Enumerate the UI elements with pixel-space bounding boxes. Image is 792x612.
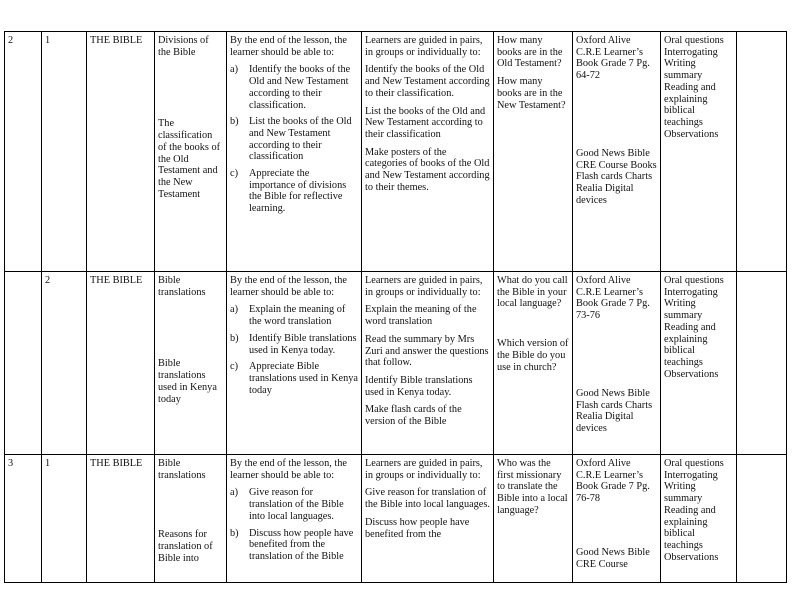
resources-cell [573,32,661,272]
learning-experience: Identify Bible translations used in Kenya today. [365,374,473,398]
learning-experience: Discuss how people have benefited from the [365,516,470,540]
lesson: 2 [45,275,51,286]
sub-strand-topic: The classification of the books of the Old Testament and the New Testament [158,118,221,200]
assessment: Oral questions Interrogating Writing summary Reading and explaining biblical teachings Observations [664,35,724,140]
outcome-text: Discuss how people have benefited from the translation of the Bible [249,527,354,562]
outcome-marker: b) [230,116,239,128]
outcome-item [230,528,358,563]
lesson-cell [42,32,87,272]
learning-experience: Make flash cards of the version of the Bible [365,404,462,428]
week-cell [5,455,42,583]
inquiry-question: Who was the first missionary to translate the Bible into a local language? [497,458,568,516]
inquiry-questions-cell [494,32,573,272]
learning-experience: Identify the books of the Old and New Testament according to their classification. [365,64,490,99]
resources-primary: Oxford Alive C.R.E Learner’s Book Grade 7 Pg. 64-72 [576,35,650,82]
sub-strand-title: Bible translations [158,275,206,298]
sub-strand-topic: Reasons for translation of Bible into [158,529,213,564]
outcome-item [230,333,358,356]
resources-cell [573,272,661,455]
inquiry-question: How many books are in the Old Testament? [497,35,563,70]
outcome-marker: a) [230,487,238,499]
outcome-item [230,487,358,522]
experiences-cell [362,455,494,583]
outcome-text: Explain the meaning of the word translation [249,304,346,328]
resources-secondary: Good News Bible CRE Course Books Flash cards Charts Realia Digital devices [576,147,657,206]
learning-experience: Learners are guided in pairs, in groups or individually to: [365,275,483,298]
sub-strand-cell [155,32,227,272]
week-cell [5,32,42,272]
week-cell [5,272,42,455]
outcome-marker: a) [230,64,238,76]
strand: THE BIBLE [90,35,143,46]
assessment-cell [661,272,737,455]
learning-experience: Make posters of the categories of books of the Old and New Testament according to their themes. [365,146,490,193]
table-row [5,272,787,455]
learning-experience: Learners are guided in pairs, in groups or individually to: [365,458,483,481]
outcome-text: Give reason for translation of the Bible into local languages. [249,487,344,522]
strand: THE BIBLE [90,458,143,469]
strand-cell [87,272,155,455]
resources-cell [573,455,661,583]
outcome-item [230,64,358,111]
week: 2 [8,35,14,46]
remarks-cell [737,32,787,272]
outcome-item [230,168,358,215]
inquiry-question: How many books are in the New Testament? [497,76,566,111]
sub-strand-cell [155,272,227,455]
outcomes-intro: By the end of the lesson, the learner should be able to: [230,35,347,58]
strand: THE BIBLE [90,275,143,286]
inquiry-question: Which version of the Bible do you use in church? [497,338,569,373]
learning-experience: Explain the meaning of the word translation [365,304,477,328]
outcome-marker: b) [230,332,239,344]
sub-strand-title: Bible translations [158,458,206,481]
outcome-text: Appreciate Bible translations used in Kenya today [249,361,358,396]
outcomes-cell [227,32,362,272]
outcome-text: Appreciate the importance of divisions the Bible for reflective learning. [249,168,347,215]
outcome-item [230,304,358,327]
experiences-cell [362,32,494,272]
outcome-text: List the books of the Old and New Testament according to their classification [249,116,352,163]
inquiry-question: What do you call the Bible in your local language? [497,275,568,310]
outcomes-cell [227,455,362,583]
outcome-marker: a) [230,304,238,316]
lesson-cell [42,455,87,583]
remarks-cell [737,272,787,455]
resources-primary: Oxford Alive C.R.E Learner’s Book Grade 7 Pg. 73-76 [576,275,650,322]
lesson-cell [42,272,87,455]
assessment-cell [661,455,737,583]
outcome-marker: c) [230,168,238,180]
sub-strand-cell [155,455,227,583]
outcome-text: Identify the books of the Old and New Testament according to their classification. [249,64,351,111]
sub-strand-title: Divisions of the Bible [158,35,209,58]
lesson: 1 [45,458,51,469]
learning-experience: List the books of the Old and New Testament according to their classification [365,105,486,140]
outcome-item [230,361,358,396]
resources-primary: Oxford Alive C.R.E Learner’s Book Grade 7 Pg. 76-78 [576,458,650,505]
outcomes-intro: By the end of the lesson, the learner should be able to: [230,275,347,298]
scheme-of-work-table [4,31,787,583]
table-row [5,32,787,272]
outcome-marker: c) [230,361,238,373]
resources-secondary: Good News Bible CRE Course [576,546,650,570]
assessment: Oral questions Interrogating Writing summary Reading and explaining biblical teachings Observations [664,275,724,380]
learning-experience: Learners are guided in pairs, in groups or individually to: [365,35,483,58]
experiences-cell [362,272,494,455]
outcome-item [230,116,358,163]
assessment: Oral questions Interrogating Writing summary Reading and explaining biblical teachings Observations [664,458,724,563]
outcomes-cell [227,272,362,455]
learning-experience: Give reason for translation of the Bible into local languages. [365,487,490,511]
strand-cell [87,32,155,272]
outcome-text: Identify Bible translations used in Kenya today. [249,332,357,356]
week: 3 [8,458,14,469]
assessment-cell [661,32,737,272]
outcomes-intro: By the end of the lesson, the learner should be able to: [230,458,347,481]
inquiry-questions-cell [494,455,573,583]
lesson: 1 [45,35,51,46]
strand-cell [87,455,155,583]
resources-secondary: Good News Bible Flash cards Charts Realia Digital devices [576,387,653,434]
learning-experience: Read the summary by Mrs Zuri and answer the questions that follow. [365,333,489,369]
sub-strand-topic: Bible translations used in Kenya today [158,358,217,405]
outcome-marker: b) [230,527,239,539]
table-row [5,455,787,583]
remarks-cell [737,455,787,583]
inquiry-questions-cell [494,272,573,455]
